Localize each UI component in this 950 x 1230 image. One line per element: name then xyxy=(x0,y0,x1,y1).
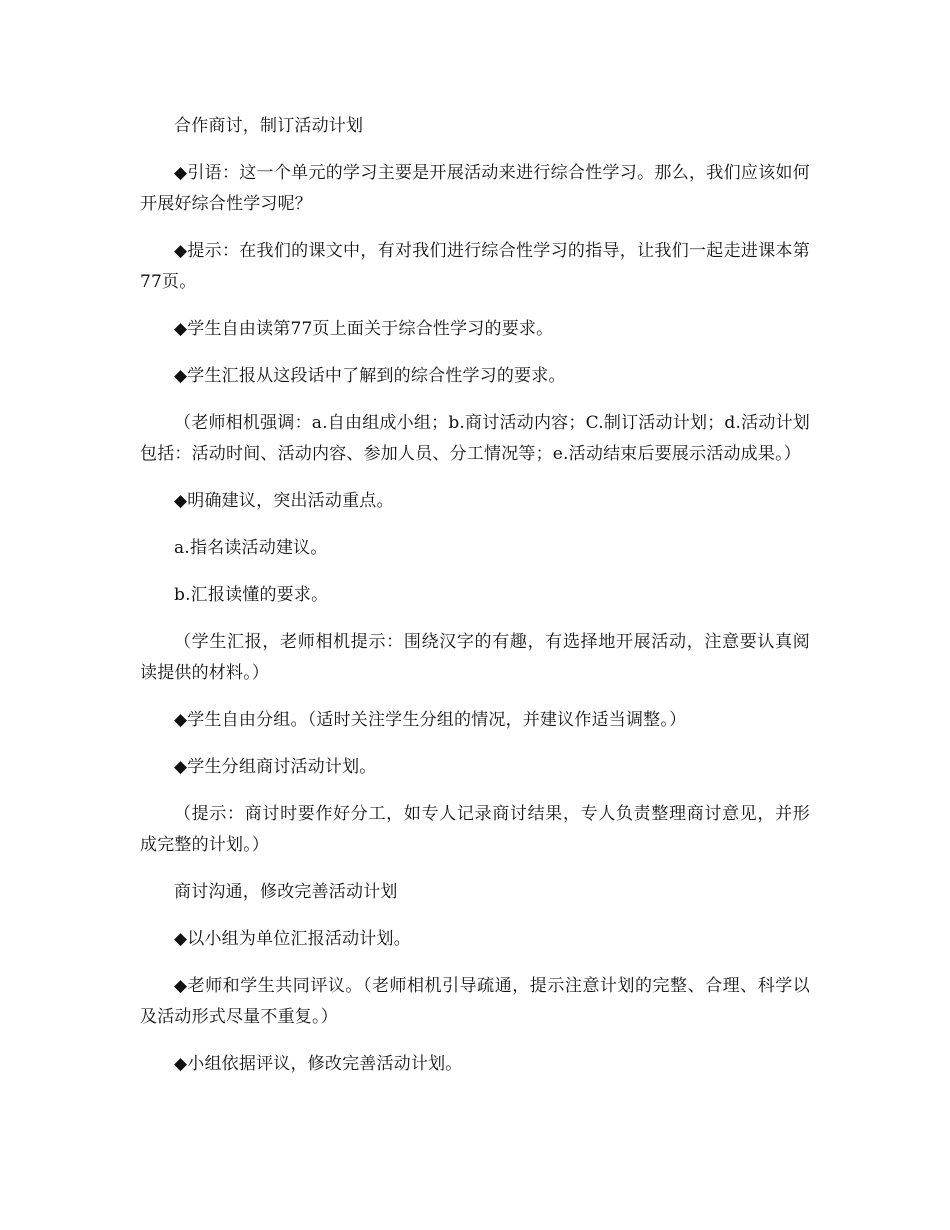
paragraph: ◆明确建议，突出活动重点。 xyxy=(174,491,394,511)
paragraph: ◆引语：这一个单元的学习主要是开展活动来进行综合性学习。那么，我们应该如何开展好综合性学习呢？ xyxy=(140,163,810,214)
paragraph: ◆学生自由读第77页上面关于综合性学习的要求。 xyxy=(174,319,554,339)
section-heading: 商讨沟通，修改完善活动计划 xyxy=(174,882,398,902)
paragraph: ◆以小组为单位汇报活动计划。 xyxy=(174,929,411,949)
paragraph: （学生汇报，老师相机提示：围绕汉字的有趣，有选择地开展活动，注意要认真阅读提供的材料。） xyxy=(140,632,810,683)
paragraph: ◆学生分组商讨活动计划。 xyxy=(174,757,377,777)
section-heading: 合作商讨，制订活动计划 xyxy=(174,116,364,136)
paragraph: ◆学生汇报从这段话中了解到的综合性学习的要求。 xyxy=(174,366,566,386)
paragraph: b.汇报读懂的要求。 xyxy=(174,585,329,605)
paragraph: ◆提示：在我们的课文中，有对我们进行综合性学习的指导，让我们一起走进课本第77页。 xyxy=(140,241,810,292)
paragraph: ◆学生自由分组。（适时关注学生分组的情况，并建议作适当调整。） xyxy=(174,710,687,730)
document-body xyxy=(140,111,810,1096)
paragraph: （提示：商讨时要作好分工，如专人记录商讨结果，专人负责整理商讨意见，并形成完整的计划。） xyxy=(140,804,810,855)
paragraph: ◆老师和学生共同评议。（老师相机引导疏通，提示注意计划的完整、合理、科学以及活动形式尽量不重复。） xyxy=(140,976,810,1027)
paragraph: ◆小组依据评议，修改完善活动计划。 xyxy=(174,1054,463,1074)
paragraph: a.指名读活动建议。 xyxy=(174,538,328,558)
paragraph: （老师相机强调：a.自由组成小组；b.商讨活动内容；C.制订活动计划；d.活动计划包括：活动时间、活动内容、参加人员、分工情况等；e.活动结束后要展示活动成果。） xyxy=(140,413,810,464)
